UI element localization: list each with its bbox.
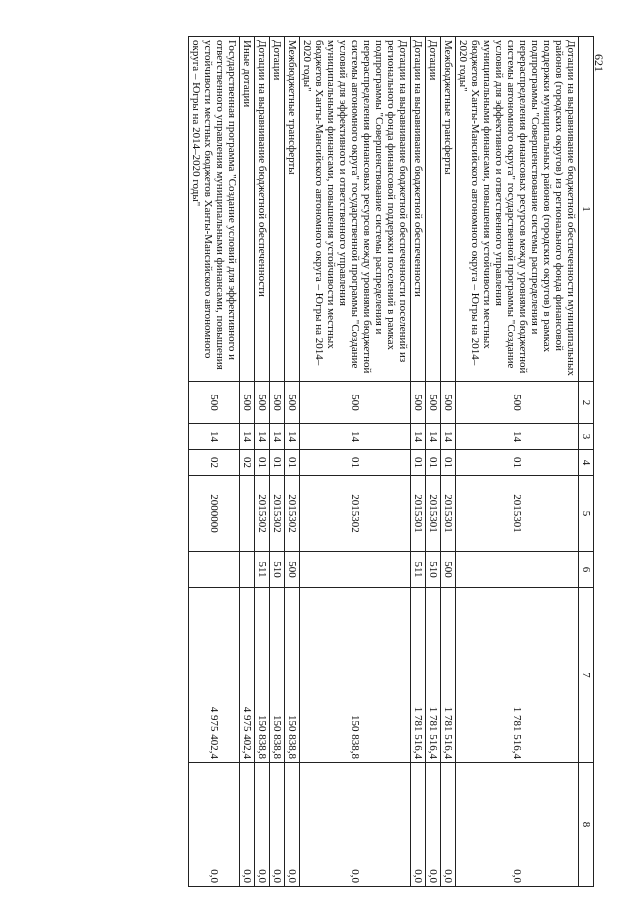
cell-subsection: 01 — [255, 450, 270, 476]
row-name: Межбюджетные трансферты — [441, 37, 456, 382]
cell-admin: 500 — [426, 382, 441, 424]
cell-expense-type — [456, 552, 579, 588]
cell-expense-type — [300, 552, 411, 588]
cell-amount: 150 838,8 — [270, 588, 285, 763]
row-name: Дотации — [426, 37, 441, 382]
cell-expense-type: 511 — [255, 552, 270, 588]
column-header: 7 — [579, 588, 594, 763]
cell-subsection: 01 — [270, 450, 285, 476]
cell-subsection: 02 — [240, 450, 255, 476]
cell-target — [240, 476, 255, 552]
cell-subsection: 01 — [426, 450, 441, 476]
cell-target: 2015301 — [441, 476, 456, 552]
cell-amount: 150 838,8 — [285, 588, 300, 763]
row-name: Межбюджетные трансферты — [285, 37, 300, 382]
column-header: 4 — [579, 450, 594, 476]
row-name: Дотации на выравнивание бюджетной обеспеченности поселений из регионального фонда финансовой поддержки поселений в рамках подпрограммы "Совершенствование системы распределения и перераспределения финансовых ресурсов между уровнями бюджетной системы автономного округа" государственной программы "Создание условий для эффективного и ответственного управления муниципальными финансами, повышения устойчивости местных бюджетов Ханты-Мансийского автономного округа – Югры на 2014–2020 годы" — [300, 37, 411, 382]
cell-subsection: 01 — [285, 450, 300, 476]
cell-target: 2015301 — [456, 476, 579, 552]
cell-amount: 1 781 516,4 — [441, 588, 456, 763]
column-header: 8 — [579, 763, 594, 887]
cell-subsection: 01 — [456, 450, 579, 476]
cell-amount: 1 781 516,4 — [426, 588, 441, 763]
table-row — [456, 37, 579, 887]
cell-target: 2015302 — [300, 476, 411, 552]
cell-subsection: 01 — [441, 450, 456, 476]
cell-admin: 500 — [456, 382, 579, 424]
cell-amount-2: 0,0 — [255, 763, 270, 887]
table-row — [270, 37, 285, 887]
budget-table — [188, 36, 594, 887]
cell-admin: 500 — [285, 382, 300, 424]
cell-section: 14 — [300, 424, 411, 450]
cell-section: 14 — [240, 424, 255, 450]
cell-section: 14 — [426, 424, 441, 450]
cell-expense-type — [189, 552, 240, 588]
cell-amount-2: 0,0 — [189, 763, 240, 887]
table-row — [300, 37, 411, 887]
table-row — [285, 37, 300, 887]
cell-amount-2: 0,0 — [300, 763, 411, 887]
cell-section: 14 — [441, 424, 456, 450]
column-header: 6 — [579, 552, 594, 588]
cell-target: 2015302 — [285, 476, 300, 552]
cell-section: 14 — [456, 424, 579, 450]
cell-admin: 500 — [189, 382, 240, 424]
cell-admin: 500 — [270, 382, 285, 424]
column-header: 5 — [579, 476, 594, 552]
table-row — [411, 37, 426, 887]
cell-expense-type: 510 — [426, 552, 441, 588]
row-name: Дотации на выравнивание бюджетной обеспеченности муниципальных районов (городских округов) из регионального фонда финансовой поддержки муниципальных районов (городских округов) в рамках подпрограммы "Совершенствование системы распределения и перераспределения финансовых ресурсов между уровнями бюджетной системы автономного округа" государственной программы "Создание условий для эффективного и ответственного управления муниципальными финансами, повышения устойчивости местных бюджетов Ханты-Мансийского автономного округа – Югры на 2014–2020 годы" — [456, 37, 579, 382]
column-header: 3 — [579, 424, 594, 450]
cell-admin: 500 — [255, 382, 270, 424]
cell-amount-2: 0,0 — [285, 763, 300, 887]
cell-subsection: 02 — [189, 450, 240, 476]
cell-admin: 500 — [411, 382, 426, 424]
table-row — [255, 37, 270, 887]
cell-expense-type: 500 — [285, 552, 300, 588]
table-row — [426, 37, 441, 887]
row-name: Дотации на выравнивание бюджетной обеспеченности — [255, 37, 270, 382]
cell-amount-2: 0,0 — [240, 763, 255, 887]
row-name: Дотации на выравнивание бюджетной обеспеченности — [411, 37, 426, 382]
cell-expense-type: 500 — [441, 552, 456, 588]
cell-amount-2: 0,0 — [456, 763, 579, 887]
budget-table-container — [82, 36, 594, 886]
row-name: Дотации — [270, 37, 285, 382]
cell-amount: 4 975 402,4 — [240, 588, 255, 763]
cell-admin: 500 — [441, 382, 456, 424]
cell-amount: 150 838,8 — [255, 588, 270, 763]
cell-amount-2: 0,0 — [426, 763, 441, 887]
page-number: 621 — [592, 54, 606, 72]
cell-amount-2: 0,0 — [411, 763, 426, 887]
table-row — [441, 37, 456, 887]
column-header: 1 — [579, 37, 594, 382]
cell-admin: 500 — [240, 382, 255, 424]
cell-target: 2015301 — [411, 476, 426, 552]
cell-subsection: 01 — [411, 450, 426, 476]
cell-admin: 500 — [300, 382, 411, 424]
cell-section: 14 — [189, 424, 240, 450]
cell-subsection: 01 — [300, 450, 411, 476]
cell-target: 2000000 — [189, 476, 240, 552]
cell-target: 2015302 — [255, 476, 270, 552]
row-name: Иные дотации — [240, 37, 255, 382]
cell-section: 14 — [411, 424, 426, 450]
cell-expense-type: 511 — [411, 552, 426, 588]
cell-section: 14 — [255, 424, 270, 450]
table-row — [240, 37, 255, 887]
cell-amount: 1 781 516,4 — [456, 588, 579, 763]
cell-amount-2: 0,0 — [270, 763, 285, 887]
cell-amount: 150 838,8 — [300, 588, 411, 763]
cell-amount-2: 0,0 — [441, 763, 456, 887]
cell-section: 14 — [285, 424, 300, 450]
cell-expense-type: 510 — [270, 552, 285, 588]
cell-amount: 4 975 402,4 — [189, 588, 240, 763]
row-name: Государственная программа "Создание условий для эффективного и ответственного управления муниципальными финансами, повышения устойчивости местных бюджетов Ханты-Мансийского автономного округа – Югры на 2014–2020 годы" — [189, 37, 240, 382]
cell-target: 2015301 — [426, 476, 441, 552]
table-row — [189, 37, 240, 887]
table-header-row — [579, 37, 594, 887]
cell-amount: 1 781 516,4 — [411, 588, 426, 763]
cell-target: 2015302 — [270, 476, 285, 552]
column-header: 2 — [579, 382, 594, 424]
cell-expense-type — [240, 552, 255, 588]
cell-section: 14 — [270, 424, 285, 450]
